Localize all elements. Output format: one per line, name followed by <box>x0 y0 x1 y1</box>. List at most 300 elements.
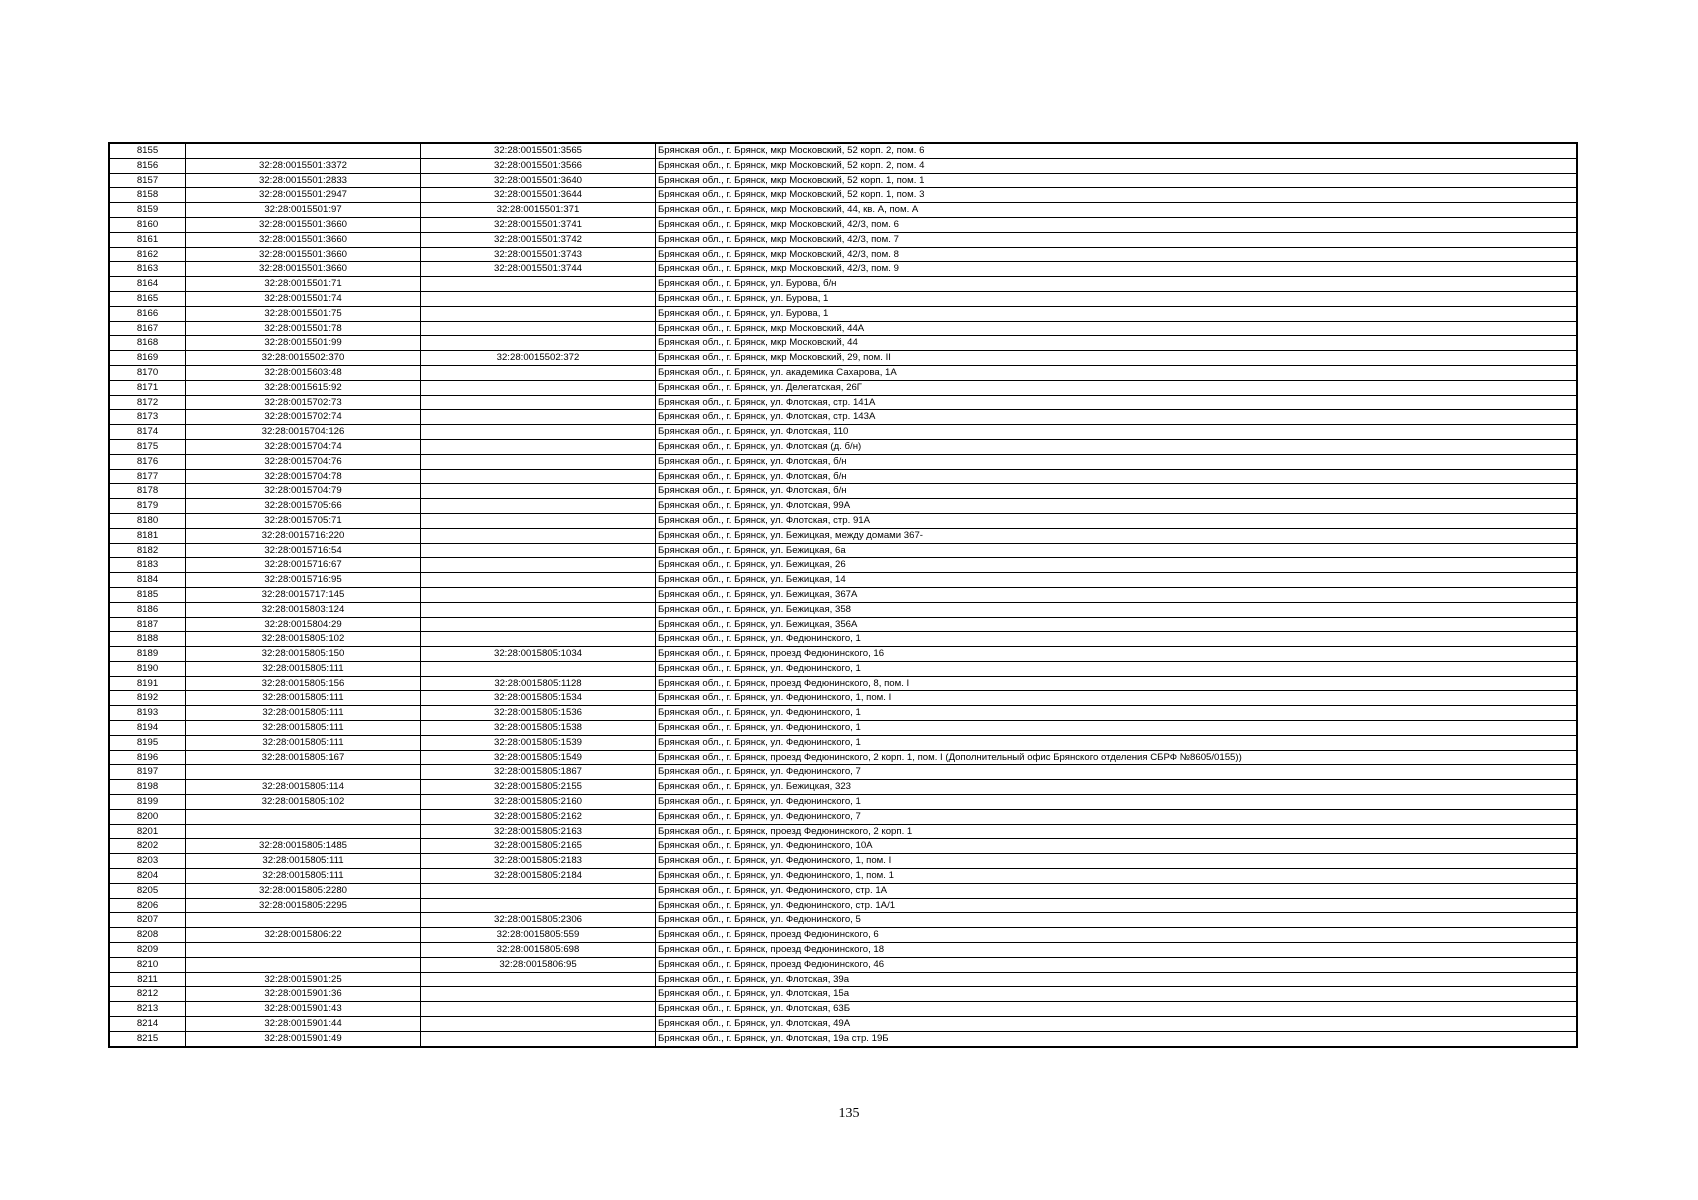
row-number-cell: 8189 <box>110 647 186 662</box>
table-row <box>110 691 1577 706</box>
address-cell: Брянская обл., г. Брянск, мкр Московский, 42/3, пом. 6 <box>656 217 1577 232</box>
land-cadastral-number-cell: 32:28:0015501:78 <box>186 321 421 336</box>
land-cadastral-number-cell: 32:28:0015704:76 <box>186 454 421 469</box>
table-row <box>110 247 1577 262</box>
land-cadastral-number-cell: 32:28:0015804:29 <box>186 617 421 632</box>
row-number-cell: 8195 <box>110 735 186 750</box>
object-cadastral-number-cell: 32:28:0015805:2163 <box>421 824 656 839</box>
address-cell: Брянская обл., г. Брянск, ул. Федюнинского, 1, пом. 1 <box>656 869 1577 884</box>
address-cell: Брянская обл., г. Брянск, мкр Московский, 52 корп. 2, пом. 6 <box>656 144 1577 159</box>
address-cell: Брянская обл., г. Брянск, ул. Флотская, 19а стр. 19Б <box>656 1031 1577 1046</box>
land-cadastral-number-cell: 32:28:0015501:3660 <box>186 232 421 247</box>
address-cell: Брянская обл., г. Брянск, мкр Московский, 44А <box>656 321 1577 336</box>
table-row <box>110 484 1577 499</box>
table-row <box>110 869 1577 884</box>
table-row <box>110 972 1577 987</box>
table-row <box>110 395 1577 410</box>
land-cadastral-number-cell <box>186 957 421 972</box>
row-number-cell: 8209 <box>110 943 186 958</box>
object-cadastral-number-cell <box>421 528 656 543</box>
table-row <box>110 439 1577 454</box>
table-row <box>110 573 1577 588</box>
object-cadastral-number-cell <box>421 395 656 410</box>
address-cell: Брянская обл., г. Брянск, ул. Бежицкая, 356А <box>656 617 1577 632</box>
table-row <box>110 854 1577 869</box>
address-cell: Брянская обл., г. Брянск, ул. Флотская, 39а <box>656 972 1577 987</box>
address-cell: Брянская обл., г. Брянск, ул. Бежицкая, между домами 367- <box>656 528 1577 543</box>
table-row <box>110 217 1577 232</box>
row-number-cell: 8171 <box>110 380 186 395</box>
object-cadastral-number-cell: 32:28:0015805:2184 <box>421 869 656 884</box>
object-cadastral-number-cell: 32:28:0015805:1034 <box>421 647 656 662</box>
table-row <box>110 144 1577 159</box>
object-cadastral-number-cell <box>421 291 656 306</box>
land-cadastral-number-cell: 32:28:0015805:102 <box>186 795 421 810</box>
table-row <box>110 735 1577 750</box>
address-cell: Брянская обл., г. Брянск, проезд Федюнинского, 6 <box>656 928 1577 943</box>
row-number-cell: 8157 <box>110 173 186 188</box>
land-cadastral-number-cell: 32:28:0015615:92 <box>186 380 421 395</box>
object-cadastral-number-cell: 32:28:0015806:95 <box>421 957 656 972</box>
land-cadastral-number-cell: 32:28:0015501:2947 <box>186 188 421 203</box>
table-row <box>110 957 1577 972</box>
address-cell: Брянская обл., г. Брянск, ул. Федюнинского, 1 <box>656 661 1577 676</box>
address-cell: Брянская обл., г. Брянск, ул. Флотская, б/н <box>656 469 1577 484</box>
row-number-cell: 8190 <box>110 661 186 676</box>
land-cadastral-number-cell: 32:28:0015805:102 <box>186 632 421 647</box>
address-cell: Брянская обл., г. Брянск, ул. Флотская, 99А <box>656 499 1577 514</box>
row-number-cell: 8167 <box>110 321 186 336</box>
table-row <box>110 1017 1577 1032</box>
land-cadastral-number-cell: 32:28:0015702:73 <box>186 395 421 410</box>
row-number-cell: 8176 <box>110 454 186 469</box>
land-cadastral-number-cell: 32:28:0015806:22 <box>186 928 421 943</box>
address-cell: Брянская обл., г. Брянск, ул. Бурова, б/н <box>656 277 1577 292</box>
address-cell: Брянская обл., г. Брянск, ул. Бежицкая, 358 <box>656 602 1577 617</box>
object-cadastral-number-cell: 32:28:0015501:3741 <box>421 217 656 232</box>
row-number-cell: 8168 <box>110 336 186 351</box>
address-cell: Брянская обл., г. Брянск, проезд Федюнинского, 2 корп. 1 <box>656 824 1577 839</box>
table-row <box>110 410 1577 425</box>
row-number-cell: 8198 <box>110 780 186 795</box>
land-cadastral-number-cell: 32:28:0015805:111 <box>186 869 421 884</box>
address-cell: Брянская обл., г. Брянск, ул. Бежицкая, 367А <box>656 587 1577 602</box>
property-register-table <box>109 143 1577 1047</box>
address-cell: Брянская обл., г. Брянск, проезд Федюнинского, 46 <box>656 957 1577 972</box>
table-row <box>110 795 1577 810</box>
address-cell: Брянская обл., г. Брянск, ул. Федюнинского, стр. 1А/1 <box>656 898 1577 913</box>
object-cadastral-number-cell: 32:28:0015805:1539 <box>421 735 656 750</box>
table-row <box>110 380 1577 395</box>
row-number-cell: 8208 <box>110 928 186 943</box>
address-cell: Брянская обл., г. Брянск, ул. Федюнинского, 1 <box>656 721 1577 736</box>
land-cadastral-number-cell <box>186 809 421 824</box>
address-cell: Брянская обл., г. Брянск, ул. Флотская, 49А <box>656 1017 1577 1032</box>
table-row <box>110 706 1577 721</box>
row-number-cell: 8173 <box>110 410 186 425</box>
object-cadastral-number-cell <box>421 306 656 321</box>
object-cadastral-number-cell <box>421 484 656 499</box>
row-number-cell: 8160 <box>110 217 186 232</box>
row-number-cell: 8213 <box>110 1002 186 1017</box>
table-row <box>110 528 1577 543</box>
object-cadastral-number-cell <box>421 439 656 454</box>
object-cadastral-number-cell: 32:28:0015501:3565 <box>421 144 656 159</box>
object-cadastral-number-cell: 32:28:0015805:559 <box>421 928 656 943</box>
land-cadastral-number-cell: 32:28:0015805:156 <box>186 676 421 691</box>
row-number-cell: 8200 <box>110 809 186 824</box>
row-number-cell: 8204 <box>110 869 186 884</box>
land-cadastral-number-cell: 32:28:0015805:114 <box>186 780 421 795</box>
table-row <box>110 321 1577 336</box>
row-number-cell: 8178 <box>110 484 186 499</box>
object-cadastral-number-cell <box>421 469 656 484</box>
object-cadastral-number-cell: 32:28:0015805:2155 <box>421 780 656 795</box>
object-cadastral-number-cell: 32:28:0015501:3566 <box>421 158 656 173</box>
address-cell: Брянская обл., г. Брянск, ул. Бурова, 1 <box>656 306 1577 321</box>
object-cadastral-number-cell <box>421 972 656 987</box>
table-row <box>110 454 1577 469</box>
table-row <box>110 365 1577 380</box>
row-number-cell: 8210 <box>110 957 186 972</box>
address-cell: Брянская обл., г. Брянск, ул. Флотская, б/н <box>656 454 1577 469</box>
land-cadastral-number-cell: 32:28:0015501:99 <box>186 336 421 351</box>
table-row <box>110 306 1577 321</box>
land-cadastral-number-cell: 32:28:0015805:2280 <box>186 883 421 898</box>
table-row <box>110 1031 1577 1046</box>
address-cell: Брянская обл., г. Брянск, ул. Федюнинского, 7 <box>656 809 1577 824</box>
land-cadastral-number-cell: 32:28:0015705:66 <box>186 499 421 514</box>
address-cell: Брянская обл., г. Брянск, ул. Флотская, 63Б <box>656 1002 1577 1017</box>
row-number-cell: 8166 <box>110 306 186 321</box>
object-cadastral-number-cell: 32:28:0015805:1128 <box>421 676 656 691</box>
address-cell: Брянская обл., г. Брянск, ул. Флотская, стр. 143А <box>656 410 1577 425</box>
address-cell: Брянская обл., г. Брянск, ул. Федюнинского, 1 <box>656 632 1577 647</box>
address-cell: Брянская обл., г. Брянск, ул. Флотская (д. б/н) <box>656 439 1577 454</box>
land-cadastral-number-cell <box>186 824 421 839</box>
row-number-cell: 8192 <box>110 691 186 706</box>
row-number-cell: 8214 <box>110 1017 186 1032</box>
land-cadastral-number-cell: 32:28:0015501:3660 <box>186 247 421 262</box>
object-cadastral-number-cell <box>421 573 656 588</box>
row-number-cell: 8215 <box>110 1031 186 1046</box>
object-cadastral-number-cell <box>421 587 656 602</box>
address-cell: Брянская обл., г. Брянск, ул. Флотская, стр. 91А <box>656 513 1577 528</box>
table-row <box>110 913 1577 928</box>
object-cadastral-number-cell <box>421 632 656 647</box>
object-cadastral-number-cell: 32:28:0015805:698 <box>421 943 656 958</box>
land-cadastral-number-cell: 32:28:0015704:78 <box>186 469 421 484</box>
table-row <box>110 587 1577 602</box>
table-row <box>110 676 1577 691</box>
object-cadastral-number-cell <box>421 1031 656 1046</box>
land-cadastral-number-cell: 32:28:0015501:3372 <box>186 158 421 173</box>
object-cadastral-number-cell <box>421 425 656 440</box>
row-number-cell: 8175 <box>110 439 186 454</box>
address-cell: Брянская обл., г. Брянск, мкр Московский, 44 <box>656 336 1577 351</box>
table-row <box>110 824 1577 839</box>
land-cadastral-number-cell <box>186 943 421 958</box>
object-cadastral-number-cell <box>421 617 656 632</box>
row-number-cell: 8196 <box>110 750 186 765</box>
land-cadastral-number-cell: 32:28:0015704:74 <box>186 439 421 454</box>
table-row <box>110 780 1577 795</box>
row-number-cell: 8197 <box>110 765 186 780</box>
land-cadastral-number-cell: 32:28:0015702:74 <box>186 410 421 425</box>
object-cadastral-number-cell: 32:28:0015501:3742 <box>421 232 656 247</box>
table-row <box>110 617 1577 632</box>
row-number-cell: 8202 <box>110 839 186 854</box>
table-row <box>110 543 1577 558</box>
address-cell: Брянская обл., г. Брянск, ул. Федюнинского, 1 <box>656 706 1577 721</box>
object-cadastral-number-cell: 32:28:0015805:2160 <box>421 795 656 810</box>
table-row <box>110 336 1577 351</box>
row-number-cell: 8162 <box>110 247 186 262</box>
object-cadastral-number-cell: 32:28:0015502:372 <box>421 351 656 366</box>
row-number-cell: 8206 <box>110 898 186 913</box>
address-cell: Брянская обл., г. Брянск, ул. Бежицкая, 14 <box>656 573 1577 588</box>
row-number-cell: 8182 <box>110 543 186 558</box>
table-row <box>110 513 1577 528</box>
table-row <box>110 469 1577 484</box>
address-cell: Брянская обл., г. Брянск, ул. академика Сахарова, 1А <box>656 365 1577 380</box>
land-cadastral-number-cell: 32:28:0015901:43 <box>186 1002 421 1017</box>
table-row <box>110 188 1577 203</box>
address-cell: Брянская обл., г. Брянск, ул. Флотская, стр. 141А <box>656 395 1577 410</box>
address-cell: Брянская обл., г. Брянск, мкр Московский, 29, пом. II <box>656 351 1577 366</box>
land-cadastral-number-cell: 32:28:0015901:25 <box>186 972 421 987</box>
land-cadastral-number-cell: 32:28:0015501:75 <box>186 306 421 321</box>
land-cadastral-number-cell: 32:28:0015901:36 <box>186 987 421 1002</box>
object-cadastral-number-cell: 32:28:0015805:1867 <box>421 765 656 780</box>
address-cell: Брянская обл., г. Брянск, мкр Московский, 42/3, пом. 7 <box>656 232 1577 247</box>
object-cadastral-number-cell <box>421 380 656 395</box>
object-cadastral-number-cell <box>421 513 656 528</box>
land-cadastral-number-cell: 32:28:0015805:1485 <box>186 839 421 854</box>
land-cadastral-number-cell: 32:28:0015803:124 <box>186 602 421 617</box>
table-row <box>110 351 1577 366</box>
table-row <box>110 750 1577 765</box>
land-cadastral-number-cell: 32:28:0015502:370 <box>186 351 421 366</box>
object-cadastral-number-cell <box>421 336 656 351</box>
table-row <box>110 499 1577 514</box>
address-cell: Брянская обл., г. Брянск, ул. Делегатская, 26Г <box>656 380 1577 395</box>
land-cadastral-number-cell: 32:28:0015805:111 <box>186 735 421 750</box>
land-cadastral-number-cell: 32:28:0015716:220 <box>186 528 421 543</box>
land-cadastral-number-cell: 32:28:0015501:74 <box>186 291 421 306</box>
row-number-cell: 8179 <box>110 499 186 514</box>
land-cadastral-number-cell <box>186 144 421 159</box>
land-cadastral-number-cell: 32:28:0015805:111 <box>186 721 421 736</box>
address-cell: Брянская обл., г. Брянск, ул. Федюнинского, 1, пом. I <box>656 854 1577 869</box>
land-cadastral-number-cell: 32:28:0015717:145 <box>186 587 421 602</box>
object-cadastral-number-cell: 32:28:0015805:1549 <box>421 750 656 765</box>
address-cell: Брянская обл., г. Брянск, проезд Федюнинского, 8, пом. I <box>656 676 1577 691</box>
object-cadastral-number-cell: 32:28:0015501:3744 <box>421 262 656 277</box>
land-cadastral-number-cell: 32:28:0015901:44 <box>186 1017 421 1032</box>
table-row <box>110 987 1577 1002</box>
row-number-cell: 8184 <box>110 573 186 588</box>
row-number-cell: 8199 <box>110 795 186 810</box>
table-row <box>110 425 1577 440</box>
table-row <box>110 661 1577 676</box>
address-cell: Брянская обл., г. Брянск, мкр Московский, 42/3, пом. 8 <box>656 247 1577 262</box>
land-cadastral-number-cell: 32:28:0015501:3660 <box>186 217 421 232</box>
address-cell: Брянская обл., г. Брянск, проезд Федюнинского, 18 <box>656 943 1577 958</box>
object-cadastral-number-cell: 32:28:0015805:1536 <box>421 706 656 721</box>
land-cadastral-number-cell: 32:28:0015704:79 <box>186 484 421 499</box>
table-row <box>110 883 1577 898</box>
row-number-cell: 8203 <box>110 854 186 869</box>
land-cadastral-number-cell: 32:28:0015901:49 <box>186 1031 421 1046</box>
table-row <box>110 602 1577 617</box>
table-row <box>110 1002 1577 1017</box>
address-cell: Брянская обл., г. Брянск, ул. Федюнинского, 7 <box>656 765 1577 780</box>
object-cadastral-number-cell <box>421 987 656 1002</box>
land-cadastral-number-cell: 32:28:0015716:67 <box>186 558 421 573</box>
address-cell: Брянская обл., г. Брянск, ул. Федюнинского, 10А <box>656 839 1577 854</box>
row-number-cell: 8169 <box>110 351 186 366</box>
object-cadastral-number-cell <box>421 1017 656 1032</box>
address-cell: Брянская обл., г. Брянск, ул. Бежицкая, 26 <box>656 558 1577 573</box>
address-cell: Брянская обл., г. Брянск, мкр Московский, 52 корп. 1, пом. 1 <box>656 173 1577 188</box>
land-cadastral-number-cell: 32:28:0015705:71 <box>186 513 421 528</box>
land-cadastral-number-cell <box>186 765 421 780</box>
object-cadastral-number-cell <box>421 1002 656 1017</box>
row-number-cell: 8181 <box>110 528 186 543</box>
land-cadastral-number-cell: 32:28:0015805:111 <box>186 706 421 721</box>
land-cadastral-number-cell: 32:28:0015716:95 <box>186 573 421 588</box>
row-number-cell: 8185 <box>110 587 186 602</box>
table-row <box>110 277 1577 292</box>
row-number-cell: 8183 <box>110 558 186 573</box>
table-row <box>110 721 1577 736</box>
land-cadastral-number-cell: 32:28:0015805:2295 <box>186 898 421 913</box>
address-cell: Брянская обл., г. Брянск, мкр Московский, 42/3, пом. 9 <box>656 262 1577 277</box>
table-row <box>110 558 1577 573</box>
row-number-cell: 8172 <box>110 395 186 410</box>
table-row <box>110 632 1577 647</box>
row-number-cell: 8187 <box>110 617 186 632</box>
address-cell: Брянская обл., г. Брянск, ул. Бежицкая, 6а <box>656 543 1577 558</box>
object-cadastral-number-cell: 32:28:0015501:3644 <box>421 188 656 203</box>
address-cell: Брянская обл., г. Брянск, ул. Флотская, 110 <box>656 425 1577 440</box>
land-cadastral-number-cell: 32:28:0015501:3660 <box>186 262 421 277</box>
row-number-cell: 8165 <box>110 291 186 306</box>
row-number-cell: 8194 <box>110 721 186 736</box>
land-cadastral-number-cell: 32:28:0015716:54 <box>186 543 421 558</box>
table-row <box>110 262 1577 277</box>
row-number-cell: 8161 <box>110 232 186 247</box>
row-number-cell: 8207 <box>110 913 186 928</box>
object-cadastral-number-cell <box>421 321 656 336</box>
row-number-cell: 8163 <box>110 262 186 277</box>
row-number-cell: 8180 <box>110 513 186 528</box>
object-cadastral-number-cell: 32:28:0015805:1538 <box>421 721 656 736</box>
object-cadastral-number-cell <box>421 277 656 292</box>
address-cell: Брянская обл., г. Брянск, ул. Федюнинского, 1 <box>656 795 1577 810</box>
table-row <box>110 158 1577 173</box>
address-cell: Брянская обл., г. Брянск, ул. Бурова, 1 <box>656 291 1577 306</box>
address-cell: Брянская обл., г. Брянск, ул. Бежицкая, 323 <box>656 780 1577 795</box>
table-row <box>110 928 1577 943</box>
table-row <box>110 291 1577 306</box>
object-cadastral-number-cell: 32:28:0015805:2306 <box>421 913 656 928</box>
row-number-cell: 8186 <box>110 602 186 617</box>
table-row <box>110 203 1577 218</box>
land-cadastral-number-cell: 32:28:0015501:71 <box>186 277 421 292</box>
row-number-cell: 8212 <box>110 987 186 1002</box>
object-cadastral-number-cell <box>421 898 656 913</box>
table-body <box>110 144 1577 1047</box>
object-cadastral-number-cell <box>421 883 656 898</box>
address-cell: Брянская обл., г. Брянск, проезд Федюнинского, 2 корп. 1, пом. I (Дополнительный офис Брянского отделения СБРФ №8605/0155)) <box>656 750 1577 765</box>
object-cadastral-number-cell: 32:28:0015805:1534 <box>421 691 656 706</box>
address-cell: Брянская обл., г. Брянск, ул. Федюнинского, 1, пом. I <box>656 691 1577 706</box>
land-cadastral-number-cell: 32:28:0015704:126 <box>186 425 421 440</box>
address-cell: Брянская обл., г. Брянск, ул. Федюнинского, стр. 1А <box>656 883 1577 898</box>
address-cell: Брянская обл., г. Брянск, мкр Московский, 52 корп. 1, пом. 3 <box>656 188 1577 203</box>
object-cadastral-number-cell <box>421 410 656 425</box>
row-number-cell: 8211 <box>110 972 186 987</box>
page-number: 135 <box>838 1106 860 1121</box>
table-row <box>110 898 1577 913</box>
object-cadastral-number-cell <box>421 661 656 676</box>
row-number-cell: 8191 <box>110 676 186 691</box>
object-cadastral-number-cell <box>421 558 656 573</box>
row-number-cell: 8159 <box>110 203 186 218</box>
land-cadastral-number-cell: 32:28:0015501:2833 <box>186 173 421 188</box>
row-number-cell: 8156 <box>110 158 186 173</box>
object-cadastral-number-cell: 32:28:0015501:371 <box>421 203 656 218</box>
row-number-cell: 8170 <box>110 365 186 380</box>
land-cadastral-number-cell: 32:28:0015603:48 <box>186 365 421 380</box>
land-cadastral-number-cell: 32:28:0015805:111 <box>186 854 421 869</box>
land-cadastral-number-cell: 32:28:0015805:111 <box>186 661 421 676</box>
row-number-cell: 8193 <box>110 706 186 721</box>
object-cadastral-number-cell <box>421 454 656 469</box>
table-row <box>110 647 1577 662</box>
row-number-cell: 8188 <box>110 632 186 647</box>
table-row <box>110 943 1577 958</box>
row-number-cell: 8155 <box>110 144 186 159</box>
address-cell: Брянская обл., г. Брянск, мкр Московский, 44, кв. А, пом. А <box>656 203 1577 218</box>
address-cell: Брянская обл., г. Брянск, мкр Московский, 52 корп. 2, пом. 4 <box>656 158 1577 173</box>
object-cadastral-number-cell <box>421 499 656 514</box>
table-row <box>110 765 1577 780</box>
table-row <box>110 232 1577 247</box>
table-row <box>110 809 1577 824</box>
object-cadastral-number-cell <box>421 543 656 558</box>
land-cadastral-number-cell: 32:28:0015805:167 <box>186 750 421 765</box>
object-cadastral-number-cell: 32:28:0015501:3743 <box>421 247 656 262</box>
address-cell: Брянская обл., г. Брянск, ул. Флотская, б/н <box>656 484 1577 499</box>
row-number-cell: 8205 <box>110 883 186 898</box>
table-row <box>110 173 1577 188</box>
land-cadastral-number-cell: 32:28:0015805:111 <box>186 691 421 706</box>
object-cadastral-number-cell <box>421 602 656 617</box>
address-cell: Брянская обл., г. Брянск, проезд Федюнинского, 16 <box>656 647 1577 662</box>
row-number-cell: 8177 <box>110 469 186 484</box>
object-cadastral-number-cell <box>421 365 656 380</box>
table-row <box>110 839 1577 854</box>
address-cell: Брянская обл., г. Брянск, ул. Флотская, 15а <box>656 987 1577 1002</box>
object-cadastral-number-cell: 32:28:0015805:2183 <box>421 854 656 869</box>
land-cadastral-number-cell <box>186 913 421 928</box>
address-cell: Брянская обл., г. Брянск, ул. Федюнинского, 1 <box>656 735 1577 750</box>
address-cell: Брянская обл., г. Брянск, ул. Федюнинского, 5 <box>656 913 1577 928</box>
row-number-cell: 8174 <box>110 425 186 440</box>
